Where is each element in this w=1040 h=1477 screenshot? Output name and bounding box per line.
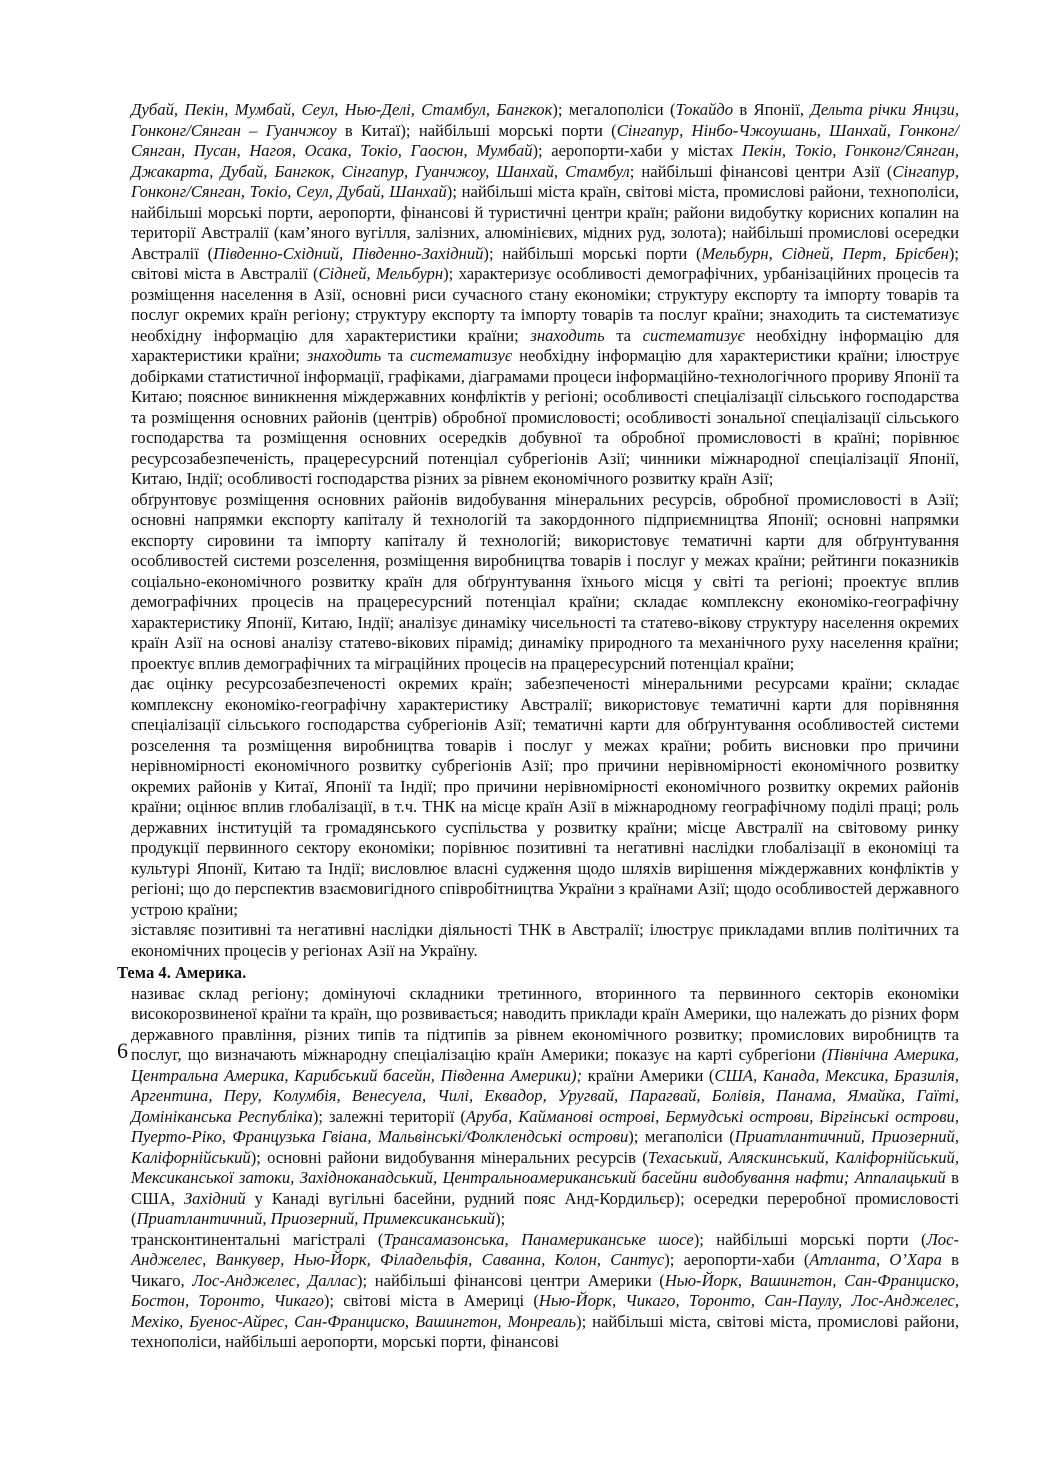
text-run: ); мегаполіси ( [628, 1127, 735, 1146]
text-run: ); основні райони видобування мінеральних ресурсів ( [250, 1147, 648, 1167]
text-run: дає оцінку ресурсозабезпеченості окремих країн; забезпеченості мінеральними ресурсами країни; складає комплексну економіко-географічну характеристику Австралії; використовує тематичні карти для порівняння спеціалізації сільського господарства субрегіонів Азії; тематичні карти для обґрунтування особливостей системи розселення та розміщення виробництва товарів і послуг у межах країни; робить висновки про причини нерівномірності економічного розвитку субрегіонів Азії; про причини нерівномірності економічного розвитку окремих районів у Китаї, Японії та Індії; про причини нерівномірності економічного розвитку окремих районів країни; оцінює вплив глобалізації, в т.ч. ТНК на місце країн Азії в міжнародному географічному поділі праці; роль державних інституцій та громадянського суспільства у розвитку країни; місце Австралії на світовому ринку продукції первинного сектору економіки; порівнює позитивні та негативні наслідки глобалізації в економіці та культурі Японії, Китаю та Індії; висловлює власні судження щодо шляхів вирішення міждержавних конфліктів у регіоні; що до перспектив взаємовигідного співробітництва України з країнами Азії; щодо особливостей державного устрою країни; [131, 674, 959, 919]
text-run: у Канаді вугільні басейни, рудний пояс Анд-Кордильєр); осередки переробної промисловості ( [131, 1188, 959, 1228]
text-run: зіставляє позитивні та негативні наслідки діяльності ТНК в Австралії; ілюструє прикладами вплив політичних та економічних процесів у регіонах Азії на Україну. [131, 920, 959, 960]
text-run: ); [495, 1209, 506, 1228]
italic-run: Техаський, Аляскинський, Каліфорнійський, Мексиканської затоки, Західноканадський, Центральноамериканський басейни видобування нафти; Аппалацький [131, 1147, 959, 1187]
text-run: в Японії, [733, 100, 811, 119]
italic-run: Токайдо [675, 100, 734, 119]
section-heading: Тема 4. Америка. [117, 963, 247, 982]
section-asia-outcomes [117, 100, 959, 961]
paragraph [117, 674, 959, 920]
italic-run: Лос-Анджелес, Ванкувер, Нью-Йорк, Філадельфія, Саванна, Колон, Сантус [131, 1229, 959, 1269]
text-run: ); світові міста в Америці ( [323, 1291, 539, 1310]
italic-run: Трансамазонська, Панамериканське шосе [383, 1229, 694, 1249]
italic-run: Приатлантичний, Приозерний, Примексиканський [136, 1209, 496, 1228]
italic-run: Нью-Йорк, Вашингтон, Сан-Франциско, Бостон, Торонто, Чикаго [131, 1270, 960, 1310]
text-run: необхідну інформацію для характеристики країни; [131, 325, 960, 365]
italic-run: Дубай, Пекін, Мумбай, Сеул, Нью-Делі, Стамбул, Бангкок [131, 100, 553, 119]
text-run: ); характеризує особливості демографічних, урбанізаційних процесів та розміщення населення в Азії, основні риси сучасного стану економіки; структуру експорту та імпорту товарів та послуг окремих країн регіону; структуру експорту та імпорту товарів та послуг країни; знаходить та систематизує необхідну інформацію для характеристики країни; [131, 264, 959, 345]
paragraph [117, 100, 959, 490]
text-run: необхідну інформацію для характеристики країни; ілюструє добірками статистичної інформації, графіками, діаграмами процеси інформаційно-технологічного прориву Японії та Китаю; пояснює виникнення міждержавних конфліктів у регіоні; особливості спеціалізації сільського господарства та розміщення основних районів (центрів) обробної промисловості; особливості зональної спеціалізації сільського господарства та розміщення основних осередків добувної та обробної промисловості в країні; порівнює ресурсозабезпеченість, працересурсний потенціал субрегіонів Азії; чинники міжнародної спеціалізації Японії, Китаю, Індії; особливості господарства різних за рівнем економічного розвитку країн Азії; [131, 346, 960, 488]
text-run: трансконтинентальні магістралі ( [131, 1229, 384, 1249]
text-run: називає склад регіону; домінуючі складники третинного, вторинного та первинного секторів економіки високорозвиненої країни та країн, що розвивається; наводить приклади країн Америки, що належать до різних форм державного правління, різних типів та підтипів за рівнем економічного розвитку; промислових виробництв та послуг, що визначають міжнародну спеціалізацію країн Америки; показує на карті субрегіони [131, 983, 959, 1064]
text-run: ); найбільші морські порти ( [483, 243, 702, 263]
text-run: ); аеропорти-хаби ( [664, 1250, 810, 1269]
italic-run: Сінгапур, Гонконг/Сянган, Токіо, Сеул, Дубай, Шанхай [131, 161, 960, 201]
italic-run: Сідней, Мельбурн [318, 264, 444, 283]
text-run: в Чикаго, [131, 1250, 960, 1290]
paragraph [117, 920, 959, 961]
italic-run: Пекін, Токіо, Гонконг/Сянган, Джакарта, Дубай, Бангкок, Сінгапур, Гуанчжоу, Шанхай, Стамбул [131, 141, 959, 181]
italic-run: знаходить [530, 325, 605, 345]
italic-run: Нью-Йорк, Чикаго, Торонто, Сан-Паулу, Лос-Анджелес, Мехіко, Буенос-Айрес, Сан-Франциско, Вашингтон, Монреаль [131, 1291, 960, 1331]
italic-run: Західний [183, 1188, 246, 1208]
text-run: в Китаї); найбільші морські порти ( [336, 120, 617, 140]
italic-run: Лос-Анджелес, Даллас [192, 1270, 357, 1290]
italic-run: Атланта, О’Хара [809, 1250, 942, 1269]
text-run: ); найбільші фінансові центри Америки ( [356, 1270, 665, 1290]
text-run: в США, [131, 1168, 960, 1208]
paragraph [117, 984, 959, 1230]
italic-run: Мельбурн, Сідней, Перт, Брісбен [701, 243, 949, 263]
italic-run: Аруба, Кайманові острові, Бермудські острови, Віргінські острови, Пуерто-Ріко, Французька Гвіана, Мальвінські/Фолклендські острови [131, 1106, 959, 1146]
section-america [117, 963, 959, 1353]
text-run: ); залежні території ( [312, 1106, 466, 1126]
italic-run: Приатлантичний, Приозерний, Каліфорнійський [131, 1127, 959, 1167]
text-run: ); найбільші міста, світові міста, промислові райони, технополіси, найбільші аеропорти, морські порти, фінансові [131, 1311, 959, 1351]
paragraph [117, 1230, 959, 1353]
text-run: ); аеропорти-хаби у містах [532, 141, 742, 160]
italic-run: систематизує [642, 325, 745, 345]
text-run: ; найбільші фінансові центри Азії ( [629, 161, 893, 181]
italic-run: США, Канада, Мексика, Бразилія, Аргентина, Перу, Колумбія, Венесуела, Чилі, Еквадор, Уругвай, Парагвай, Болівія, Панама, Ямайка, Гаїті, Домініканська Республіка [131, 1065, 959, 1126]
paragraph [117, 490, 959, 675]
text-run: ); світові міста в Австралії ( [131, 243, 959, 283]
text-run: ); найбільші морські порти ( [693, 1229, 927, 1249]
italic-run: (Північна Америка, Центральна Америка, Карибський басейн, Південна Америки); [131, 1045, 959, 1085]
page-number: 6 [117, 1038, 128, 1063]
italic-run: систематизує [409, 346, 513, 365]
text-run: та [381, 346, 410, 365]
italic-run: знаходить [306, 346, 382, 365]
text-run: ); мегалополіси ( [552, 100, 676, 119]
text-run: країни Америки ( [582, 1065, 715, 1085]
text-run: обґрунтовує розміщення основних районів видобування мінеральних ресурсів, обробної промисловості в Азії; основні напрямки експорту капіталу й технологій та закордонного підприємництва Японії; основні напрямки експорту сировини та імпорту капіталу й технологій; використовує тематичні карти для обґрунтування особливостей системи розселення, розміщення виробництва товарів і послуг у межах країни; рейтинги показників соціально-економічного розвитку країн для обґрунтування їхнього місця у світі та регіоні; проектує вплив демографічних процесів на працересурсний потенціал країни; складає комплексну економіко-географічну характеристику Японії, Китаю, Індії; аналізує динаміку чисельності та статево-вікову структуру населення окремих країн Азії на основі аналізу статево-вікових пірамід; динаміку природного та механічного руху населення країни; проектує вплив демографічних та міграційних процесів на працересурсний потенціал країни; [131, 489, 959, 673]
italic-run: Дельта річки Янцзи, Гонконг/Сянган – Гуанчжоу [131, 100, 959, 140]
text-run: та [604, 325, 643, 345]
text-column [117, 100, 959, 1353]
italic-run: Південно-Східний, Південно-Західний [213, 243, 484, 263]
text-run: ); найбільші міста країн, світові міста, промислові райони, технополіси, найбільші морські порти, аеропорти, фінансові й туристичні центри країн; райони видобутку корисних копалин на території Австралії (кам’яного вугілля, залізних, алюмінієвих, мідних руд, золота); найбільші промислові осередки Австралії ( [131, 182, 960, 263]
italic-run: Сінгапур, Нінбо-Чжоушань, Шанхай, Гонконг/Сянган, Пусан, Нагоя, Осака, Токіо, Гаосюн, Мумбай [131, 120, 959, 160]
